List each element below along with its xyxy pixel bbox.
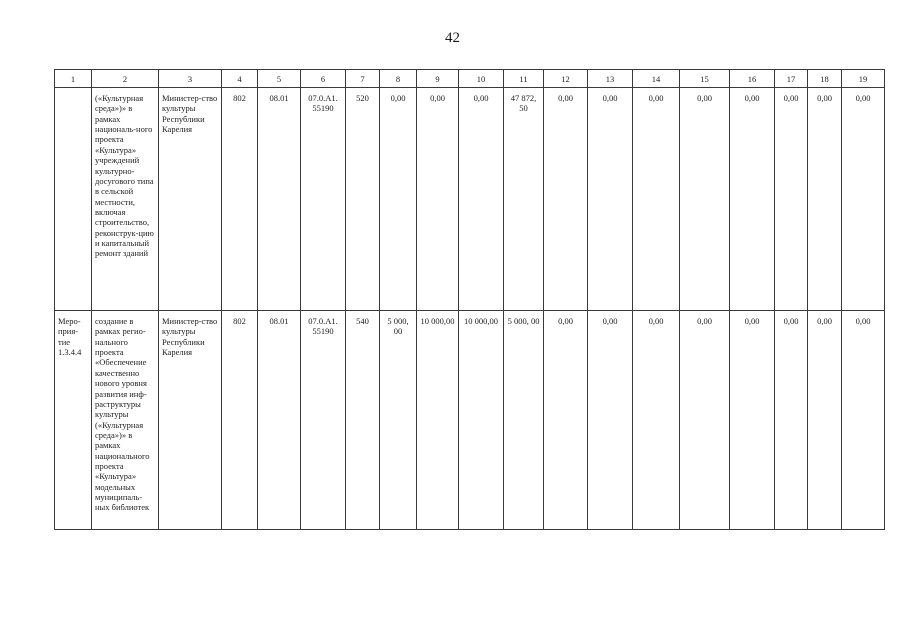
column-header: 12 [544,70,588,88]
table-cell: 0,00 [730,88,775,311]
table-cell: 5 000, 00 [380,311,417,530]
table-cell: 07.0.А1. 55190 [301,88,346,311]
table-cell: 802 [222,311,258,530]
header-row [55,70,885,88]
table-cell: 08.01 [258,311,301,530]
table-cell: («Культурная среда»)» в рамках националь-ного проекта «Культура» учреждений культурно-досугового типа в сельской местности, включая строительство, реконструк-цию и капитальный ремонт зданий [92,88,159,311]
table-cell: создание в рамках регио-нального проекта «Обеспечение качественно нового уровня развития инф-раструктуры культуры («Культурная среда»)» в рамках национального проекта «Культура» модельных муниципаль-ных библиотек [92,311,159,530]
table-cell: Меро-прия-тие 1.3.4.4 [55,311,92,530]
table-cell: 0,00 [544,311,588,530]
table-cell: Министер-ство культуры Республики Карелия [159,311,222,530]
column-header: 14 [633,70,680,88]
budget-table [54,69,885,530]
table-cell: 47 872, 50 [504,88,544,311]
table-cell [55,88,92,311]
table-cell: 0,00 [775,88,808,311]
table-cell: 540 [346,311,380,530]
column-header: 7 [346,70,380,88]
table-row [55,88,885,311]
column-header: 5 [258,70,301,88]
table-cell: 0,00 [380,88,417,311]
table-cell: 10 000,00 [417,311,459,530]
table-cell: 07.0.А1. 55190 [301,311,346,530]
table-cell: 0,00 [680,311,730,530]
column-header: 18 [808,70,842,88]
column-header: 10 [459,70,504,88]
table-cell: 0,00 [842,311,885,530]
table-cell: 0,00 [808,88,842,311]
column-header: 16 [730,70,775,88]
table-cell: 0,00 [633,311,680,530]
table-cell: 0,00 [417,88,459,311]
table-cell: 08.01 [258,88,301,311]
column-header: 2 [92,70,159,88]
table-cell: 0,00 [588,88,633,311]
column-header: 1 [55,70,92,88]
column-header: 8 [380,70,417,88]
table-cell: 0,00 [459,88,504,311]
table-cell: 5 000, 00 [504,311,544,530]
table-cell: 0,00 [680,88,730,311]
column-header: 6 [301,70,346,88]
column-header: 19 [842,70,885,88]
table-cell: 520 [346,88,380,311]
table-cell: Министер-ство культуры Республики Карелия [159,88,222,311]
column-header: 3 [159,70,222,88]
column-header: 17 [775,70,808,88]
column-header: 13 [588,70,633,88]
column-header: 15 [680,70,730,88]
table-cell: 802 [222,88,258,311]
table-cell: 0,00 [588,311,633,530]
table-row [55,311,885,530]
column-header: 11 [504,70,544,88]
table-cell: 0,00 [808,311,842,530]
page-number: 42 [445,30,460,46]
column-header: 9 [417,70,459,88]
column-header: 4 [222,70,258,88]
table-cell: 0,00 [842,88,885,311]
table-cell: 0,00 [775,311,808,530]
table-cell: 0,00 [730,311,775,530]
table-cell: 0,00 [544,88,588,311]
table-cell: 0,00 [633,88,680,311]
table-cell: 10 000,00 [459,311,504,530]
